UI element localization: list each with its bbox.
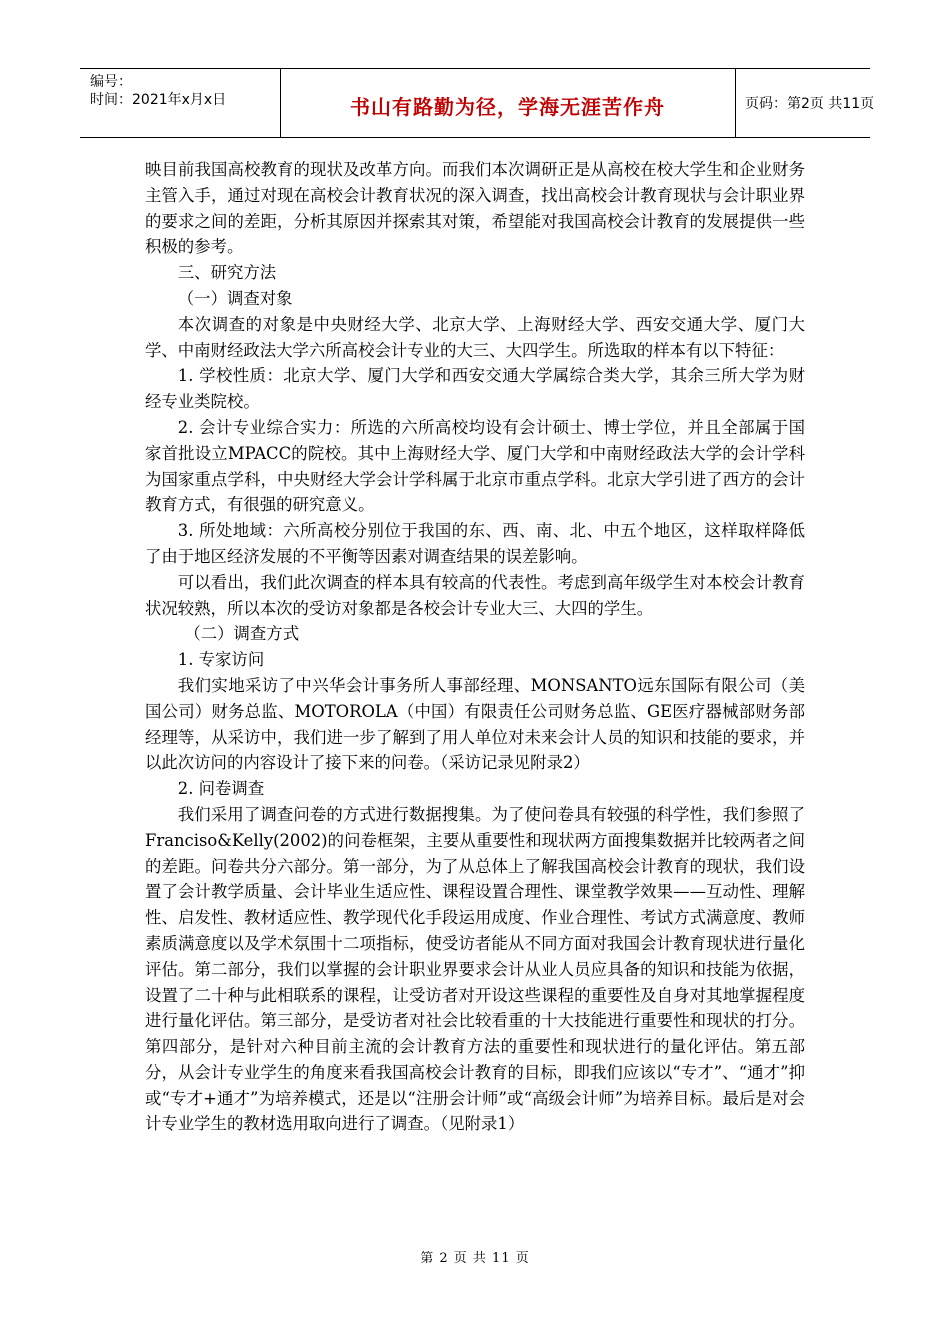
header-meta-cell — [80, 69, 281, 137]
subsection-heading-survey-subjects: （一）调查对象 — [177, 288, 293, 308]
paragraph-intro-continuation: 映目前我国高校教育的现状及改革方向。而我们本次调研正是从高校在校大学生和企业财务主管入手，通过对现在高校会计教育状况的深入调查，找出高校会计教育现状与会计职业界的要求之间的差距，分析其原因并探索其对策，希望能对我国高校会计教育的发展提供一些积极的参考。 — [145, 160, 805, 257]
subsection-heading-survey-methods: （二）调查方式 — [184, 624, 300, 644]
paragraph-representativeness: 可以看出，我们此次调查的样本具有较高的代表性。考虑到高年级学生对本校会计教育状况较熟，所以本次的受访对象都是各校会计专业大三、大四的学生。 — [145, 572, 805, 618]
section-heading-research-methods: 三、研究方法 — [177, 263, 277, 283]
paragraph-expert-interview: 我们实地采访了中兴华会计事务所人事部经理、MONSANTO远东国际有限公司（美国公司）财务总监、MOTOROLA（中国）有限责任公司财务总监、GE医疗器械部财务部经理等，从采访中，我们进一步了解到了用人单位对未来会计人员的知识和技能的要求，并以此次访问的内容设计了接下来的问卷。（采访记录见附录2） — [145, 675, 805, 773]
item-heading-questionnaire: 2. 问卷调查 — [177, 779, 265, 799]
page-header — [80, 68, 875, 138]
document-date-label: 时间：2021年x月x日 — [90, 92, 227, 108]
paragraph-questionnaire: 我们采用了调查问卷的方式进行数据搜集。为了使问卷具有较强的科学性，我们参照了Franciso&Kelly(2002)的问卷框架，主要从重要性和现状两方面搜集数据并比较两者之间的差距。问卷共分六部分。第一部分，为了从总体上了解我国高校会计教育的现状，我们设置了会计教学质量、会计毕业生适应性、课程设置合理性、课堂教学效果——互动性、理解性、启发性、教材适应性、教学现代化手段运用成度、作业合理性、考试方式满意度、教师素质满意度以及学术氛围十二项指标，使受访者能从不同方面对我国会计教育现状进行量化评估。第二部分，我们以掌握的会计职业界要求会计从业人员应具备的知识和技能为依据，设置了二十种与此相联系的课程，让受访者对开设这些课程的重要性及自身对其地掌握程度进行量化评估。第三部分，是受访者对社会比较看重的十大技能进行重要性和现状的打分。第四部分，是针对六种目前主流的会计教育方法的重要性和现状进行的量化评估。第五部分，从会计专业学生的角度来看我国高校会计教育的目标，即我们应该以“专才”、“通才”抑或“专才+通才”为培养模式，还是以“注册会计师”或“高级会计师”为培养目标。最后是对会计专业学生的教材选用取向进行了调查。（见附录1） — [145, 804, 805, 1134]
paragraph-accounting-strength: 2. 会计专业综合实力：所选的六所高校均设有会计硕士、博士学位，并且全部属于国家首批设立MPACC的院校。其中上海财经大学、厦门大学和中南财经政法大学的会计学科为国家重点学科，中央财经大学会计学科属于北京市重点学科。北京大学引进了西方的会计教育方式，有很强的研究意义。 — [145, 417, 805, 515]
paragraph-school-nature: 1. 学校性质：北京大学、厦门大学和西安交通大学属综合类大学，其余三所大学为财经专业类院校。 — [145, 366, 805, 412]
header-page-cell — [735, 69, 875, 137]
document-number-label: 编号： — [90, 74, 132, 90]
header-page-info: 页码：第2页 共11页 — [745, 96, 875, 112]
page-footer: 第 2 页 共 11 页 — [420, 1251, 530, 1266]
header-motto: 书山有路勤为径，学海无涯苦作舟 — [350, 95, 665, 119]
document-body — [145, 157, 805, 1137]
paragraph-survey-subjects: 本次调查的对象是中央财经大学、北京大学、上海财经大学、西安交通大学、厦门大学、中南财经政法大学六所高校会计专业的大三、大四学生。所选取的样本有以下特征： — [145, 314, 805, 360]
paragraph-region: 3. 所处地域：六所高校分别位于我国的东、西、南、北、中五个地区，这样取样降低了由于地区经济发展的不平衡等因素对调查结果的误差影响。 — [145, 521, 805, 566]
header-motto-cell — [280, 69, 736, 137]
item-heading-expert-interview: 1. 专家访问 — [177, 650, 265, 670]
